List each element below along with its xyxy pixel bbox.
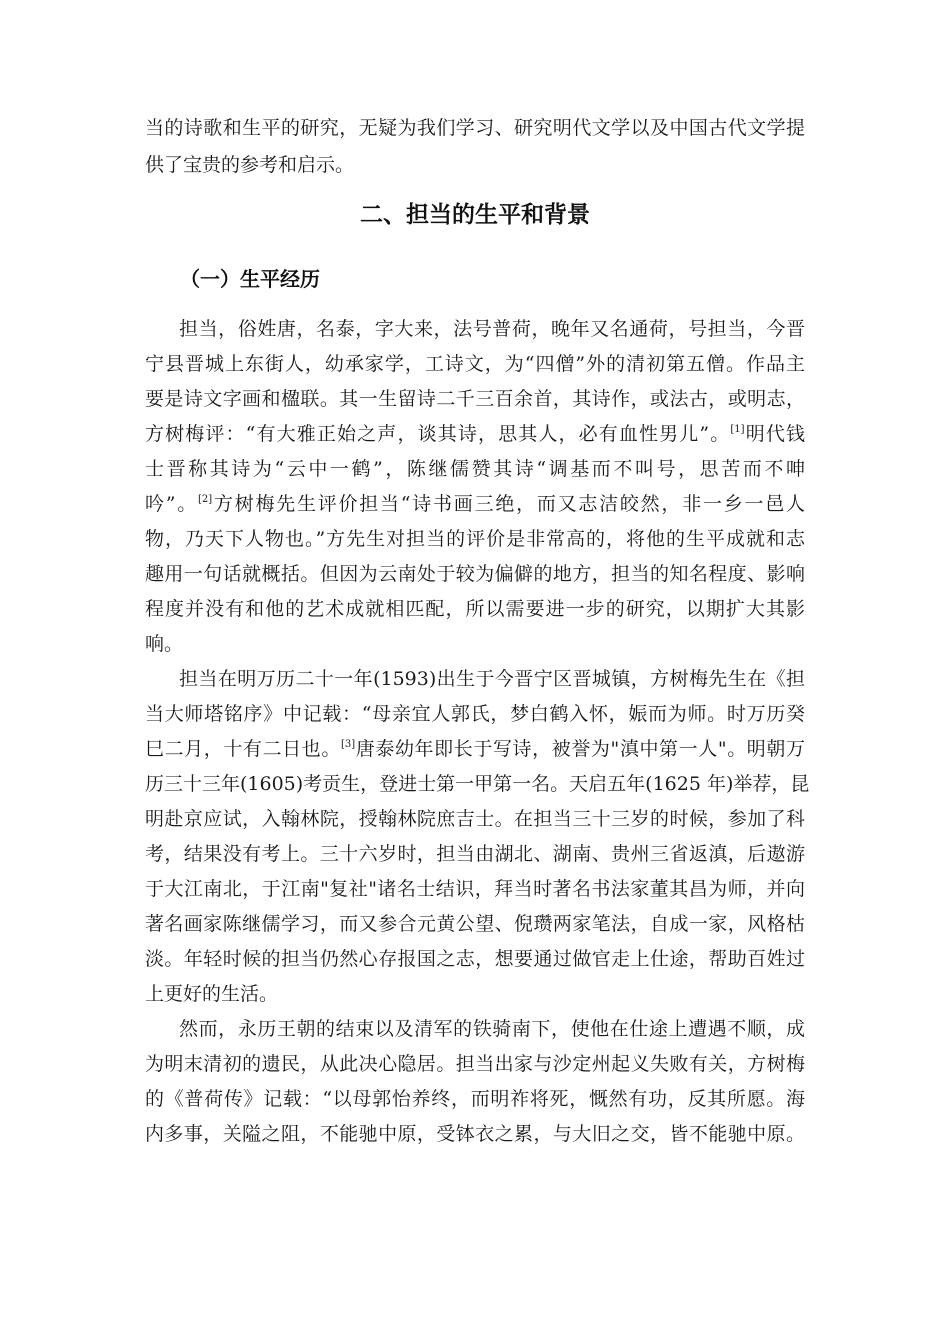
section-title: 二、担当的生平和背景 [360,202,590,228]
paragraph-line: 的《普荷传》记载：“以母郭怡养终，而明祚将死，慨然有功，反其所愿。海 [145,1088,805,1110]
paragraph-line: 为明末清初的遗民，从此决心隐居。担当出家与沙定州起义失败有关，方树梅 [145,1053,805,1075]
paragraph-line: 上更好的生活。 [145,983,279,1005]
text-span: 方树梅先生评价担当“诗书画三绝，而又志洁皎然，非一乡一邑人 [212,493,806,515]
intro-line-1: 当的诗歌和生平的研究，无疑为我们学习、研究明代文学以及中国古代文学提 [145,117,805,139]
paragraph-line: 物，乃天下人物也。”方先生对担当的评价是非常高的，将他的生平成就和志 [145,528,805,550]
paragraph-line: 然而，永历王朝的结束以及清军的铁骑南下，使他在仕途上遭遇不顺，成 [179,1018,805,1040]
text-span: 巳二月，十有二日也。 [145,738,341,760]
paragraph-line: 历三十三年(1605)考贡生，登进士第一甲第一名。天启五年(1625 年)举荐，昆 [145,773,810,795]
text-span: 明代钱 [744,423,805,445]
paragraph-line: 担当在明万历二十一年(1593)出生于今晋宁区晋城镇，方树梅先生在《担 [179,668,805,690]
paragraph-line: 淡。年轻时候的担当仍然心存报国之志，想要通过做官走上仕途，帮助百姓过 [145,948,805,970]
subsection-title: （一）生平经历 [180,267,320,291]
paragraph-line: 程度并没有和他的艺术成就相匹配，所以需要进一步的研究，以期扩大其影 [145,598,805,620]
paragraph-line: 考，结果没有考上。三十六岁时，担当由湖北、湖南、贵州三省返滇，后遨游 [145,843,805,865]
paragraph-line: 宁县晋城上东街人，幼承家学，工诗文，为“四僧”外的清初第五僧。作品主 [145,353,805,375]
paragraph-line: 担当，俗姓唐，名泰，字大来，法号普荷，晚年又名通荷，号担当，今晋 [179,318,805,340]
paragraph-line: 响。 [145,633,184,655]
citation-ref-3: [3] [340,739,356,750]
paragraph-line: 明赴京应试，入翰林院，授翰林院庶吉士。在担当三十三岁的时候，参加了科 [145,808,805,830]
paragraph-line [145,737,805,761]
paragraph-line: 士晋称其诗为“云中一鹤”，陈继儒赞其诗“调基而不叫号，思苦而不呻 [145,458,805,480]
paragraph-line: 内多事，关隘之阻，不能驰中原，受钵衣之累，与大旧之交，皆不能驰中原。 [145,1123,805,1145]
intro-line-2: 供了宝贵的参考和启示。 [145,154,355,176]
citation-ref-1: [1] [730,424,745,435]
text-span: 方树梅评：“有大雅正始之声，谈其诗，思其人，必有血性男儿”。 [145,423,731,445]
text-span: 唐泰幼年即长于写诗，被誉为"滇中第一人"。明朝万 [355,738,805,760]
paragraph-line: 要是诗文字画和楹联。其一生留诗二千三百余首，其诗作，或法古，或明志， [145,388,805,410]
text-span: 吟”。 [145,493,199,515]
paragraph-line [145,422,805,446]
paragraph-line: 当大师塔铭序》中记载：“母亲宜人郭氏，梦白鹤入怀，娠而为师。时万历癸 [145,703,805,725]
paragraph-line: 于大江南北，于江南"复社"诸名士结识，拜当时著名书法家董其昌为师，并向 [145,878,805,900]
paragraph-line: 趣用一句话就概括。但因为云南处于较为偏僻的地方，担当的知名程度、影响 [145,563,805,585]
paragraph-line: 著名画家陈继儒学习，而又参合元黄公望、倪瓒两家笔法，自成一家，风格枯 [145,913,805,935]
paragraph-line [145,492,805,516]
citation-ref-2: [2] [198,494,213,505]
